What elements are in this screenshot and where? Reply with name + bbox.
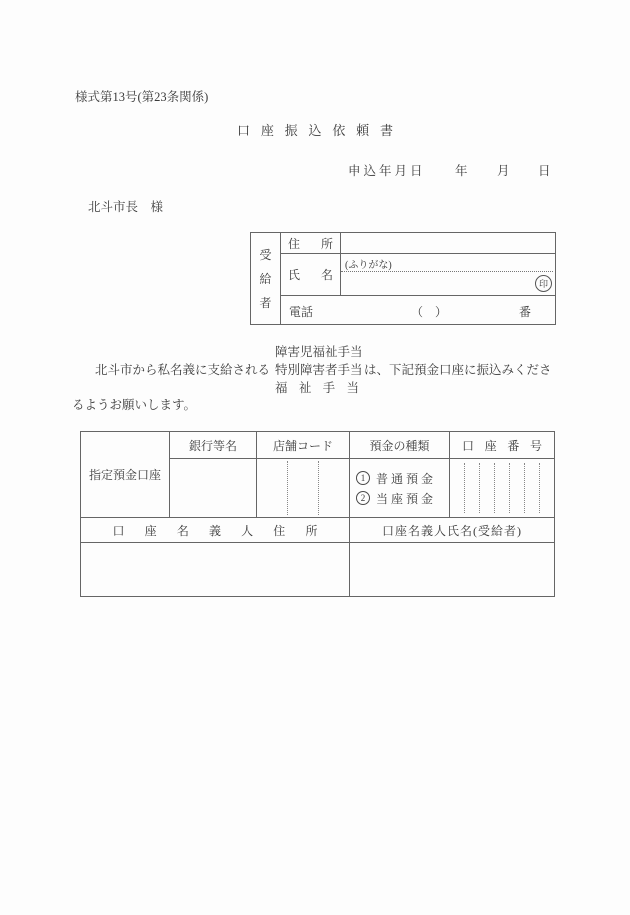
allowance-name-1: 障害児福祉手当 <box>275 345 363 359</box>
address-label: 住 所 <box>288 236 333 251</box>
phone-parentheses: （ ） <box>411 305 448 319</box>
application-date-line <box>0 161 630 177</box>
name-label-cell <box>281 254 341 296</box>
circled-number-2-icon: 2 <box>356 491 370 505</box>
furigana-divider-line <box>341 271 553 272</box>
deposit-type-option-ordinary <box>356 470 449 487</box>
date-month-label: 月 <box>497 164 510 178</box>
date-day-label: 日 <box>538 164 551 178</box>
address-label-cell <box>281 233 341 254</box>
name-label: 氏 名 <box>288 268 333 282</box>
deposit-type-label: 普通預金 <box>376 471 437 486</box>
request-sentence-end: るようお願いします。 <box>72 398 197 412</box>
holder-address-header-cell <box>81 518 349 543</box>
seal-mark-icon: 印 <box>535 275 552 292</box>
phone-suffix-label: 番 <box>519 305 532 319</box>
bank-name-input-cell <box>169 459 256 518</box>
address-input-cell <box>341 233 555 254</box>
deposit-type-label: 当座預金 <box>376 491 437 506</box>
addressee-label: 北斗市長 様 <box>88 200 164 214</box>
deposit-type-header: 預金の種類 <box>349 432 449 459</box>
account-number-digit-box <box>524 463 539 513</box>
account-number-digit-box <box>494 463 509 513</box>
recipient-table <box>250 232 556 325</box>
phone-label: 電話 <box>289 305 314 319</box>
account-number-digit-box <box>509 463 524 513</box>
request-sentence-start: 北斗市から私名義に支給される <box>95 363 271 377</box>
allowance-name-2: 特別障害者手当 <box>275 363 363 377</box>
account-number-digit-box <box>539 463 554 513</box>
date-year-label: 年 <box>455 164 468 178</box>
designated-account-label: 指定預金口座 <box>81 432 169 518</box>
account-number-digit-box <box>479 463 494 513</box>
branch-code-digit-box <box>318 461 349 515</box>
branch-code-digit-box <box>257 459 287 517</box>
branch-code-digit-box <box>287 461 318 515</box>
holder-name-header-cell: 口座名義人氏名(受給者) <box>349 518 554 543</box>
account-number-header-text: 口 座 番 号 <box>462 438 542 453</box>
branch-code-input-cell <box>256 459 349 518</box>
holder-name-input-cell <box>349 543 554 596</box>
deposit-type-options-cell <box>349 459 449 518</box>
circled-number-1-icon: 1 <box>356 471 370 485</box>
account-number-header <box>449 432 554 459</box>
branch-code-header: 店舗コード <box>256 432 349 459</box>
holder-address-input-cell <box>81 543 349 596</box>
recipient-group-label: 受 給 者 <box>251 233 281 324</box>
allowance-name-3: 福 祉 手 当 <box>275 381 359 395</box>
form-number-label: 様式第13号(第23条関係) <box>75 90 209 104</box>
account-number-digit-box <box>464 463 479 513</box>
application-date-label: 申込年月日 <box>348 164 426 178</box>
bank-account-table <box>80 431 555 597</box>
phone-cell <box>281 296 555 324</box>
document-title: 口 座 振 込 依 頼 書 <box>237 123 393 138</box>
name-input-cell <box>341 254 555 296</box>
bank-name-header: 銀行等名 <box>169 432 256 459</box>
deposit-type-option-current <box>356 490 449 507</box>
account-number-digit-box <box>450 459 464 517</box>
holder-address-header-text: 口 座 名 義 人 住 所 <box>112 523 318 538</box>
request-sentence-middle: は、下記預金口座に振込みくださ <box>364 363 552 377</box>
account-number-input-cell <box>449 459 554 518</box>
furigana-placeholder: (ふりがな) <box>345 260 392 271</box>
